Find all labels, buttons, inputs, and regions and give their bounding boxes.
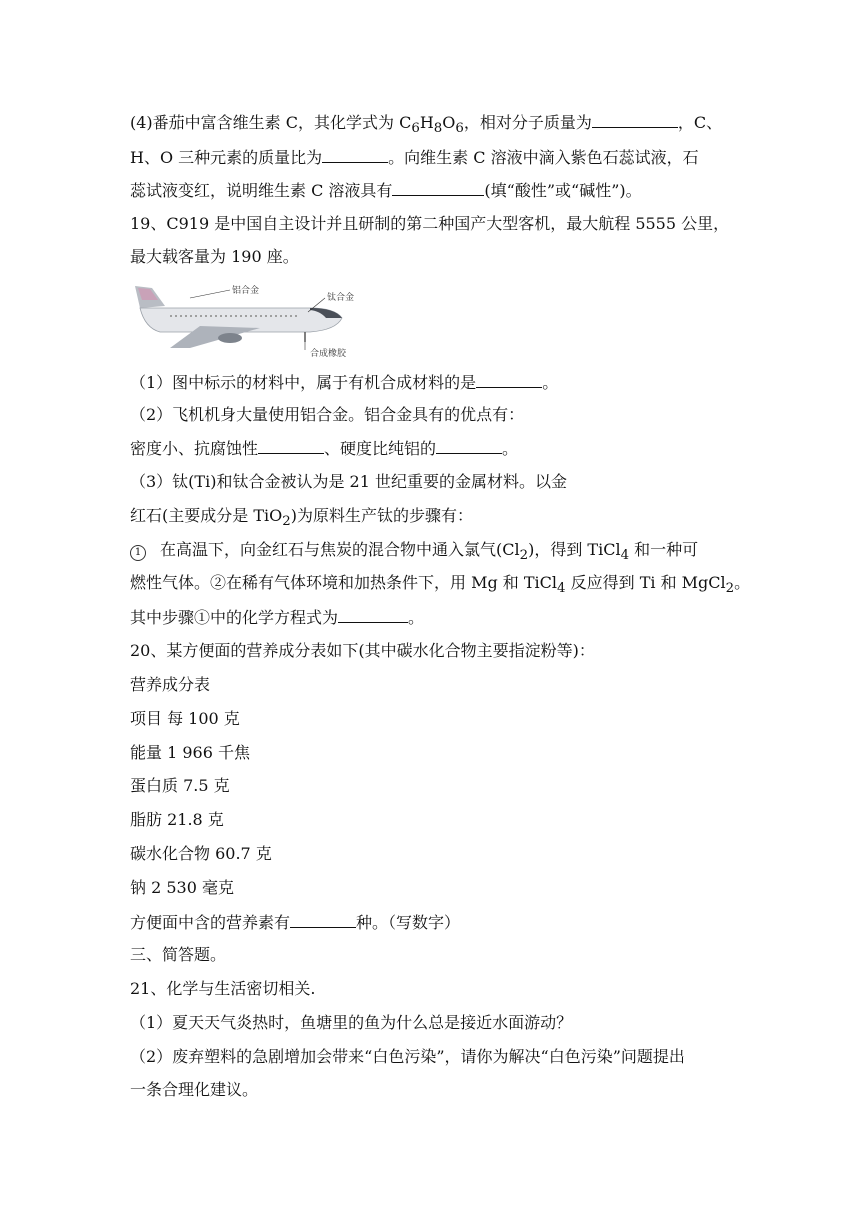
q4-line-2 <box>130 146 699 169</box>
answer-blank[interactable] <box>476 371 542 388</box>
q19-sub2-answer <box>130 437 518 460</box>
airplane-image <box>130 278 370 360</box>
subscript: 8 <box>433 121 443 137</box>
leader-line <box>190 290 230 298</box>
text: 和一种可 <box>629 540 699 559</box>
answer-blank[interactable] <box>322 146 388 163</box>
text: (4)番茄中富含维生素 C，其化学式为 C <box>130 113 412 132</box>
answer-blank[interactable] <box>392 179 484 196</box>
subscript: 6 <box>455 121 464 137</box>
q19-sub3: （3）钛(Ti)和钛合金被认为是 21 世纪重要的金属材料。以金 <box>130 472 567 491</box>
answer-blank[interactable] <box>258 437 324 454</box>
section-heading: 三、简答题。 <box>130 945 227 964</box>
text: 反应得到 Ti 和 MgCl <box>565 573 726 592</box>
nutrition-row: 蛋白质 7.5 克 <box>130 776 230 795</box>
subscript: 4 <box>620 548 630 564</box>
text: 、硬度比纯铝的 <box>324 439 437 458</box>
step-number: 1 <box>130 545 146 561</box>
text: 燃性气体。②在稀有气体环境和加热条件下，用 Mg 和 TiCl <box>130 573 558 592</box>
text: （1）图中标示的材料中，属于有机合成材料的是 <box>130 373 477 392</box>
answer-blank[interactable] <box>290 911 356 928</box>
label-aluminum-alloy: 铝合金 <box>232 286 260 296</box>
q4-line-3 <box>130 179 642 202</box>
text: )，得到 TiCl <box>528 540 621 559</box>
q4-line-1 <box>130 111 722 140</box>
text: 在高温下，向金红石与焦炭的混合物中通入氯气(Cl <box>160 540 520 559</box>
text: 。 <box>542 373 559 392</box>
subscript: 2 <box>725 581 735 597</box>
text: O <box>442 113 456 132</box>
nutrition-row: 项目 每 100 克 <box>130 709 240 728</box>
airplane-figure <box>130 278 370 360</box>
answer-blank[interactable] <box>436 437 502 454</box>
q19-sub3-line2 <box>130 505 473 533</box>
text: 种。（写数字） <box>356 913 461 932</box>
q21-sub2-line2: 一条合理化建议。 <box>130 1080 259 1099</box>
label-titanium-alloy: 钛合金 <box>327 293 355 303</box>
q21-sub2: （2）废弃塑料的急剧增加会带来“白色污染”，请你为解决“白色污染”问题提出 <box>130 1047 685 1066</box>
text: 其中步骤①中的化学方程式为 <box>130 608 339 627</box>
nutrition-row: 能量 1 966 千焦 <box>130 743 250 762</box>
text: 方便面中含的营养素有 <box>130 913 291 932</box>
text: H、O 三种元素的质量比为 <box>130 148 323 167</box>
subscript: 2 <box>282 514 291 530</box>
nutrition-row: 脂肪 21.8 克 <box>130 810 224 829</box>
subscript: 2 <box>519 548 529 564</box>
q19-sub1 <box>130 371 558 394</box>
subscript: 6 <box>411 121 420 137</box>
q20-question <box>130 911 460 934</box>
nutrition-row: 碳水化合物 60.7 克 <box>130 844 272 863</box>
text: 。向维生素 C 溶液中滴入紫色石蕊试液，石 <box>388 148 699 167</box>
text: H <box>419 113 434 132</box>
text: 蕊试液变红，说明维生素 C 溶液具有 <box>130 181 393 200</box>
q19-sub3-equation <box>130 606 424 629</box>
text: 密度小、抗腐蚀性 <box>130 439 259 458</box>
text: 。 <box>408 608 425 627</box>
text: )为原料生产钛的步骤有： <box>290 506 473 525</box>
text: ，相对分子质量为 <box>463 113 592 132</box>
engine <box>218 333 242 343</box>
text: (填“酸性”或“碱性”)。 <box>484 181 642 200</box>
q19-sub3-step2 <box>130 572 750 600</box>
text: 。 <box>502 439 519 458</box>
answer-blank[interactable] <box>338 606 408 623</box>
text: ，C、 <box>677 113 723 132</box>
q19-line-1: 19、C919 是中国自主设计并且研制的第二种国产大型客机，最大航程 5555 公里， <box>130 214 730 233</box>
q20-line-1: 20、某方便面的营养成分表如下(其中碳水化合物主要指淀粉等)： <box>130 641 595 660</box>
nutrition-table-title: 营养成分表 <box>130 675 211 694</box>
q21-line-1: 21、化学与生活密切相关. <box>130 979 316 998</box>
q21-sub1: （1）夏天天气炎热时，鱼塘里的鱼为什么总是接近水面游动？ <box>130 1013 573 1032</box>
label-synthetic-rubber: 合成橡胶 <box>310 349 347 359</box>
q19-line-2: 最大载客量为 190 座。 <box>130 247 299 266</box>
nutrition-row: 钠 2 530 毫克 <box>130 878 234 897</box>
text: 红石(主要成分是 TiO <box>130 506 283 525</box>
subscript: 4 <box>557 581 566 597</box>
answer-blank[interactable] <box>592 111 678 128</box>
text: 。 <box>734 573 751 592</box>
q19-sub3-step1 <box>130 539 698 567</box>
q19-sub2: （2）飞机机身大量使用铝合金。铝合金具有的优点有： <box>130 405 525 424</box>
